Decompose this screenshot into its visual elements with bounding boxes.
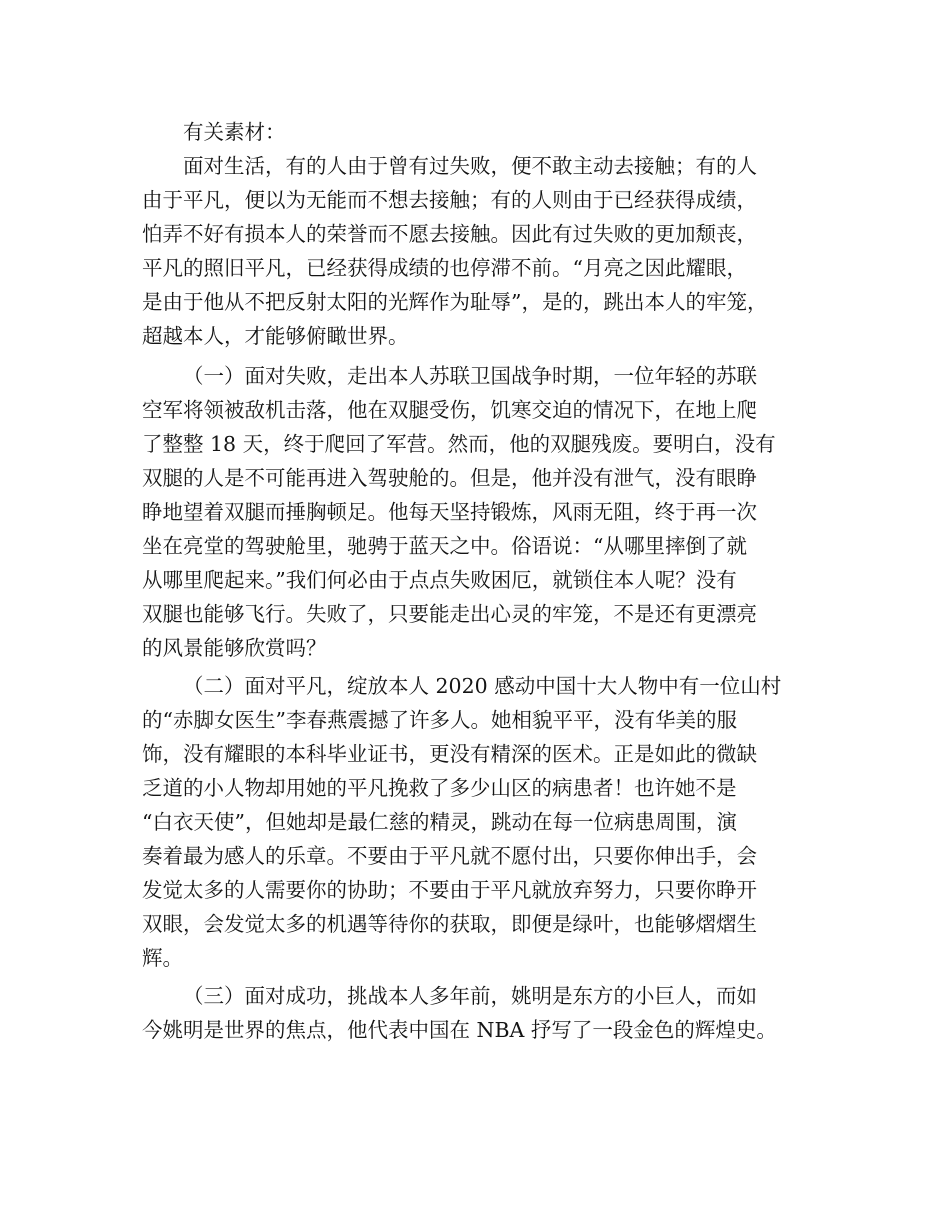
text-line: 超越本人，才能够俯瞰世界。 [142,324,409,348]
text-line: （一）面对失败，走出本人苏联卫国战争时期，一位年轻的苏联 [183,364,757,388]
text-line: 发觉太多的人需要你的协助；不要由于平凡就放弃努力，只要你睁开 [142,878,757,902]
text-line: 是由于他从不把反射太阳的光辉作为耻辱”，是的，跳出本人的牢笼， [142,290,768,314]
text-line: 睁地望着双腿而捶胸顿足。他每天坚持锻炼，风雨无阻，终于再一次 [142,500,757,524]
text-line: 坐在亮堂的驾驶舱里，驰骋于蓝天之中。俗语说：“从哪里摔倒了就 [142,534,747,558]
text-line: 饰，没有耀眼的本科毕业证书，更没有精深的医术。正是如此的微缺 [142,742,757,766]
text-line: 怕弄不好有损本人的荣誉而不愿去接触。因此有过失败的更加颓丧， [142,222,757,246]
section-heading: 有关素材： [183,120,286,144]
text-line: “白衣天使”，但她却是最仁慈的精灵，跳动在每一位病患周围，演 [142,810,737,834]
text-line: 平凡的照旧平凡，已经获得成绩的也停滞不前。“月亮之因此耀眼， [142,256,747,280]
text-line: 的“赤脚女医生”李春燕震撼了许多人。她相貌平平，没有华美的服 [142,708,737,732]
text-line: 的风景能够欣赏吗？ [142,636,327,660]
text-line: 奏着最为感人的乐章。不要由于平凡就不愿付出，只要你伸出手，会 [142,844,757,868]
text-line: 双腿也能够飞行。失败了，只要能走出心灵的牢笼，不是还有更漂亮 [142,602,757,626]
text-line: 今姚明是世界的焦点，他代表中国在 NBA 抒写了一段金色的辉煌史。 [142,1018,777,1042]
text-line: 辉。 [142,946,183,970]
text-line: 面对生活，有的人由于曾有过失败，便不敢主动去接触；有的人 [183,154,757,178]
text-line: （三）面对成功，挑战本人多年前，姚明是东方的小巨人，而如 [183,984,757,1008]
text-line: 乏道的小人物却用她的平凡挽救了多少山区的病患者！也许她不是 [142,776,737,800]
text-line: 双腿的人是不可能再进入驾驶舱的。但是，他并没有泄气，没有眼睁 [142,466,757,490]
text-line: （二）面对平凡，绽放本人 2020 感动中国十大人物中有一位山村 [183,674,782,698]
text-line: 双眼，会发觉太多的机遇等待你的获取，即便是绿叶，也能够熠熠生 [142,912,757,936]
text-line: 了整整 18 天，终于爬回了军营。然而，他的双腿残废。要明白，没有 [142,432,776,456]
text-line: 从哪里爬起来。”我们何必由于点点失败困厄，就锁住本人呢？没有 [142,568,737,592]
text-line: 由于平凡，便以为无能而不想去接触；有的人则由于已经获得成绩， [142,188,757,212]
text-line: 空军将领被敌机击落，他在双腿受伤，饥寒交迫的情况下，在地上爬 [142,398,757,422]
